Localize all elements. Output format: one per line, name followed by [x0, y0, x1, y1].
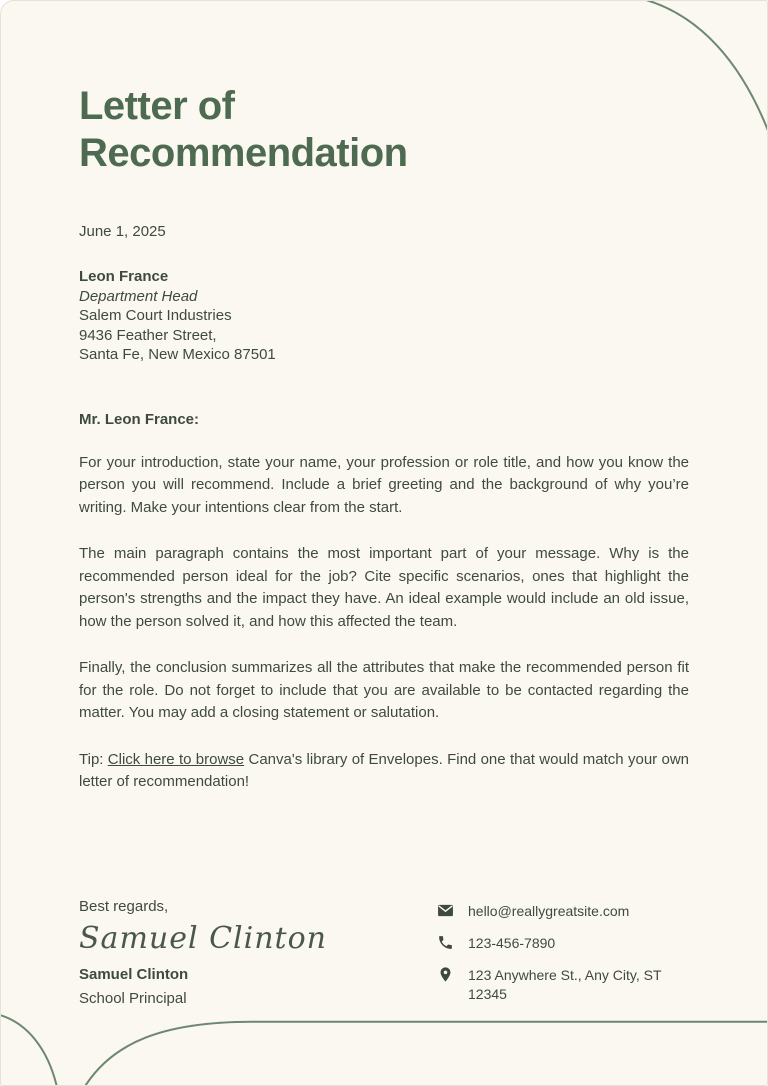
contact-phone: 123-456-7890	[468, 934, 556, 951]
contact-row-address	[437, 966, 689, 1004]
recipient-block	[79, 267, 689, 365]
signature-block	[79, 898, 327, 1007]
letter-date: June 1, 2025	[79, 223, 166, 241]
letter-content	[1, 83, 767, 1017]
corner-curve-bottom	[85, 1022, 767, 1085]
recipient-role: Department Head	[79, 287, 198, 305]
phone-icon	[437, 934, 454, 951]
recipient-address-line-1: 9436 Feather Street,	[79, 326, 217, 344]
contact-row-email	[437, 902, 689, 921]
recipient-address-line-2: Santa Fe, New Mexico 87501	[79, 346, 276, 364]
tip-paragraph	[79, 749, 689, 794]
page-title	[79, 83, 689, 177]
envelope-icon	[437, 902, 454, 919]
body-paragraph-conclusion: Finally, the conclusion summarizes all the attributes that make the recommended person fit for the role. Do not forget to include that you are available to be contacted regarding the matter. You may add a closing statement or salutation.	[79, 659, 689, 722]
recipient-company: Salem Court Industries	[79, 307, 232, 325]
contact-row-phone	[437, 934, 689, 953]
browse-envelopes-link[interactable]: Click here to browse	[107, 750, 245, 768]
title-line-2: Recommendation	[79, 131, 408, 176]
tip-prefix: Tip:	[79, 750, 108, 768]
body-paragraph-intro: For your introduction, state your name, your profession or role title, and how you know the person you will recommend. Include a brief greeting and the background of why you’re writing. Make your intentions clear from the start.	[79, 453, 689, 516]
title-line-1: Letter of	[79, 84, 235, 128]
salutation: Mr. Leon France:	[79, 410, 200, 428]
sender-name: Samuel Clinton	[79, 965, 189, 983]
tip-suffix: Canva's library of Envelopes. Find one that would match your own letter of recommendation!	[79, 750, 690, 791]
contact-email: hello@reallygreatsite.com	[468, 902, 630, 919]
sender-role: School Principal	[79, 989, 187, 1007]
closing-regards: Best regards,	[79, 897, 169, 915]
letter-footer	[79, 898, 689, 1017]
handwritten-signature: Samuel Clinton	[79, 920, 327, 956]
location-pin-icon	[437, 966, 454, 983]
recipient-name: Leon France	[79, 268, 169, 286]
contact-address: 123 Anywhere St., Any City, ST 12345	[468, 966, 662, 1002]
corner-curve-bottom-left	[1, 1015, 57, 1085]
body-paragraph-main: The main paragraph contains the most important part of your message. Why is the recommended person ideal for the job? Cite specific scenarios, ones that highlight the person's strengths and the impact they have. An ideal example would include an old issue, how the person solved it, and how this affected the team.	[79, 545, 689, 630]
contact-block	[437, 898, 689, 1017]
